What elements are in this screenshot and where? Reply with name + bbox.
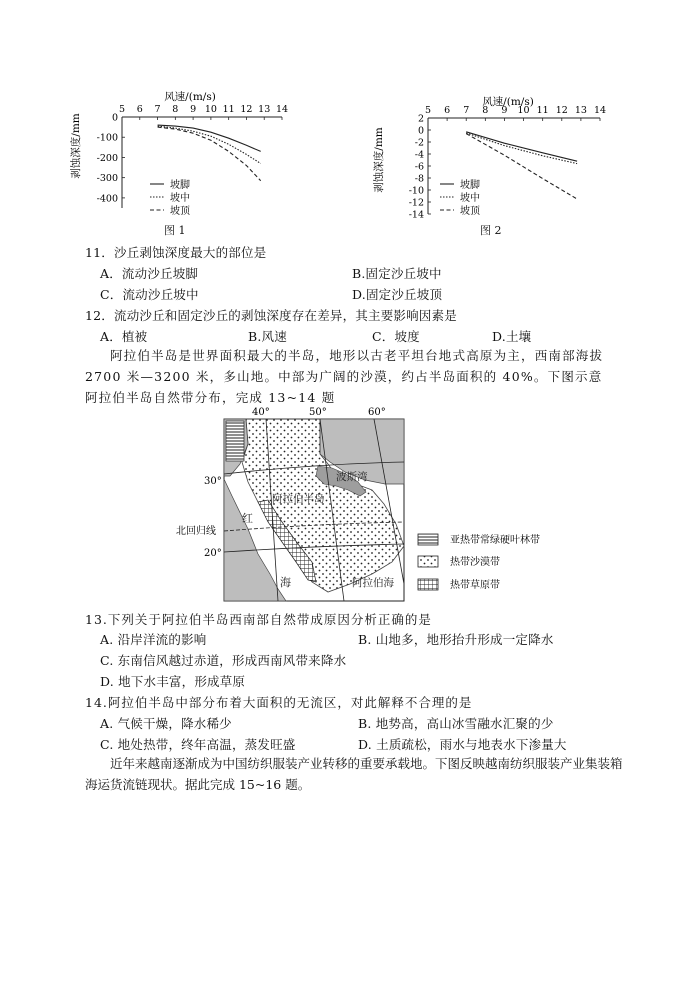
- x-axis-label: 风速/(m/s): [482, 96, 534, 108]
- lon-label-50: 50°: [309, 407, 327, 418]
- q13-option-d[interactable]: D. 地下水丰富，形成草原: [100, 674, 246, 689]
- lon-label-40: 40°: [252, 407, 270, 418]
- y-tick-label: 0: [111, 112, 118, 124]
- x-tick-label: 12: [555, 105, 568, 116]
- series-line-2: [466, 133, 577, 164]
- legend-label-savanna: 热带草原带: [450, 580, 500, 591]
- y-axis-label: 剥蚀深度/mm: [70, 113, 82, 179]
- legend-label: 坡脚: [460, 180, 480, 191]
- series-line-3: [466, 134, 577, 199]
- y-tick-label: -100: [96, 132, 118, 144]
- y-tick-label: -4: [414, 149, 424, 161]
- legend-label: 坡顶: [460, 206, 480, 217]
- legend-label-subtropical: 亚热带常绿硬叶林带: [450, 535, 540, 546]
- q11-option-c[interactable]: C．流动沙丘坡中: [100, 287, 199, 302]
- legend-label: 坡中: [170, 193, 190, 204]
- figure-2: [370, 88, 610, 238]
- q11-option-a[interactable]: A．流动沙丘坡脚: [100, 266, 199, 281]
- arabia-map: [160, 404, 620, 606]
- x-tick-label: 9: [501, 105, 508, 116]
- series-line-1: [466, 132, 577, 161]
- arabia-map-svg: [160, 404, 620, 606]
- label-arabian-sea: 阿拉伯海: [352, 577, 394, 589]
- x-tick-label: 13: [258, 104, 271, 115]
- y-tick-label: 2: [417, 113, 424, 125]
- q12-option-d[interactable]: D.土壤: [492, 329, 532, 344]
- intro-15-16: 近年来越南逐渐成为中国纺织服装产业转移的重要承载地。下图反映越南纺织服装产业集装箱海运货流链现状。据此完成 15~16 题。: [85, 756, 623, 792]
- x-tick-label: 14: [275, 104, 289, 115]
- label-peninsula: 阿拉伯半岛: [272, 493, 325, 505]
- figure-2-caption: 图 2: [480, 224, 502, 237]
- q12-option-c[interactable]: C．坡度: [372, 329, 420, 344]
- x-tick-label: 5: [424, 105, 432, 116]
- q12-option-b[interactable]: B.风速: [248, 329, 287, 344]
- legend-swatch-desert: [418, 556, 438, 567]
- q12-stem: 12．流动沙丘和固定沙丘的剥蚀深度存在差异，其主要影响因素是: [85, 308, 457, 323]
- y-tick-label: -400: [96, 193, 118, 205]
- x-tick-label: 10: [204, 104, 217, 115]
- subtropical-band: [226, 421, 244, 461]
- y-tick-label: 0: [417, 125, 424, 137]
- legend-swatch-subtropical: [418, 534, 438, 545]
- lat-label-30: 30°: [204, 476, 222, 487]
- x-tick-label: 8: [482, 105, 489, 116]
- y-tick-label: -6: [414, 161, 424, 173]
- q14-stem: 14.阿拉伯半岛中部分布着大面积的无流区，对此解释不合理的是: [85, 695, 473, 710]
- label-gulf: 波斯湾: [336, 471, 368, 483]
- legend-swatch-savanna: [418, 579, 438, 590]
- q11-stem: 11．沙丘剥蚀深度最大的部位是: [85, 245, 267, 260]
- y-tick-label: -300: [96, 173, 118, 185]
- q11-option-d[interactable]: D.固定沙丘坡顶: [352, 287, 443, 302]
- x-tick-label: 8: [172, 104, 179, 115]
- lat-label-20: 20°: [204, 548, 222, 559]
- y-tick-label: -200: [96, 152, 118, 164]
- x-tick-label: 6: [444, 105, 451, 116]
- x-tick-label: 11: [536, 105, 549, 116]
- x-tick-label: 10: [517, 105, 530, 116]
- q13-option-a[interactable]: A. 沿岸洋流的影响: [100, 632, 207, 647]
- q14-option-c[interactable]: C. 地处热带，终年高温，蒸发旺盛: [100, 737, 296, 752]
- q14-option-a[interactable]: A. 气候干燥，降水稀少: [100, 716, 232, 731]
- x-tick-label: 9: [190, 104, 197, 115]
- legend-label: 坡顶: [170, 206, 190, 217]
- figure-1-chart: [70, 88, 300, 238]
- legend-label-desert: 热带沙漠带: [450, 557, 500, 568]
- q14-option-d[interactable]: D. 土质疏松，雨水与地表水下渗量大: [358, 737, 567, 752]
- x-tick-label: 11: [222, 104, 235, 115]
- lon-label-60: 60°: [368, 407, 386, 418]
- y-tick-label: -2: [414, 137, 424, 149]
- q14-option-b[interactable]: B. 地势高，高山冰雪融水汇聚的少: [358, 716, 554, 731]
- x-tick-label: 6: [136, 104, 143, 115]
- x-tick-label: 5: [118, 104, 126, 115]
- x-tick-label: 12: [240, 104, 253, 115]
- x-tick-label: 14: [593, 105, 607, 116]
- tropic-label: 北回归线: [176, 526, 216, 537]
- q13-option-b[interactable]: B. 山地多，地形抬升形成一定降水: [358, 632, 554, 647]
- figure-1: [70, 88, 300, 238]
- x-tick-label: 7: [463, 105, 470, 116]
- y-tick-label: -8: [414, 173, 424, 185]
- y-tick-label: -10: [408, 185, 424, 197]
- label-red-sea-2: 海: [280, 576, 291, 589]
- x-tick-label: 13: [574, 105, 587, 116]
- q12-option-a[interactable]: A．植被: [100, 329, 148, 344]
- q13-stem: 13.下列关于阿拉伯半岛西南部自然带成原因分析正确的是: [85, 612, 432, 627]
- figure-1-caption: 图 1: [164, 224, 186, 237]
- x-tick-label: 7: [154, 104, 161, 115]
- q11-option-b[interactable]: B.固定沙丘坡中: [352, 266, 442, 281]
- legend-label: 坡中: [460, 193, 480, 204]
- x-axis-label: 风速/(m/s): [164, 91, 216, 103]
- q13-option-c[interactable]: C. 东南信风越过赤道，形成西南风带来降水: [100, 653, 347, 668]
- legend-label: 坡脚: [170, 180, 190, 191]
- y-tick-label: -12: [408, 197, 424, 209]
- intro-13-14: 阿拉伯半岛是世界面积最大的半岛，地形以古老平坦台地式高原为主，西南部海拔 2700 米—3200 米，多山地。中部为广阔的沙漠，约占半岛面积的 40%。下图示意阿拉伯半岛自然带分布，完成 13~14 题: [85, 348, 604, 405]
- y-tick-label: -14: [408, 209, 424, 221]
- label-red-sea-1: 红: [242, 512, 253, 525]
- figure-2-chart: [370, 88, 610, 238]
- y-axis-label: 剥蚀深度/mm: [373, 127, 385, 193]
